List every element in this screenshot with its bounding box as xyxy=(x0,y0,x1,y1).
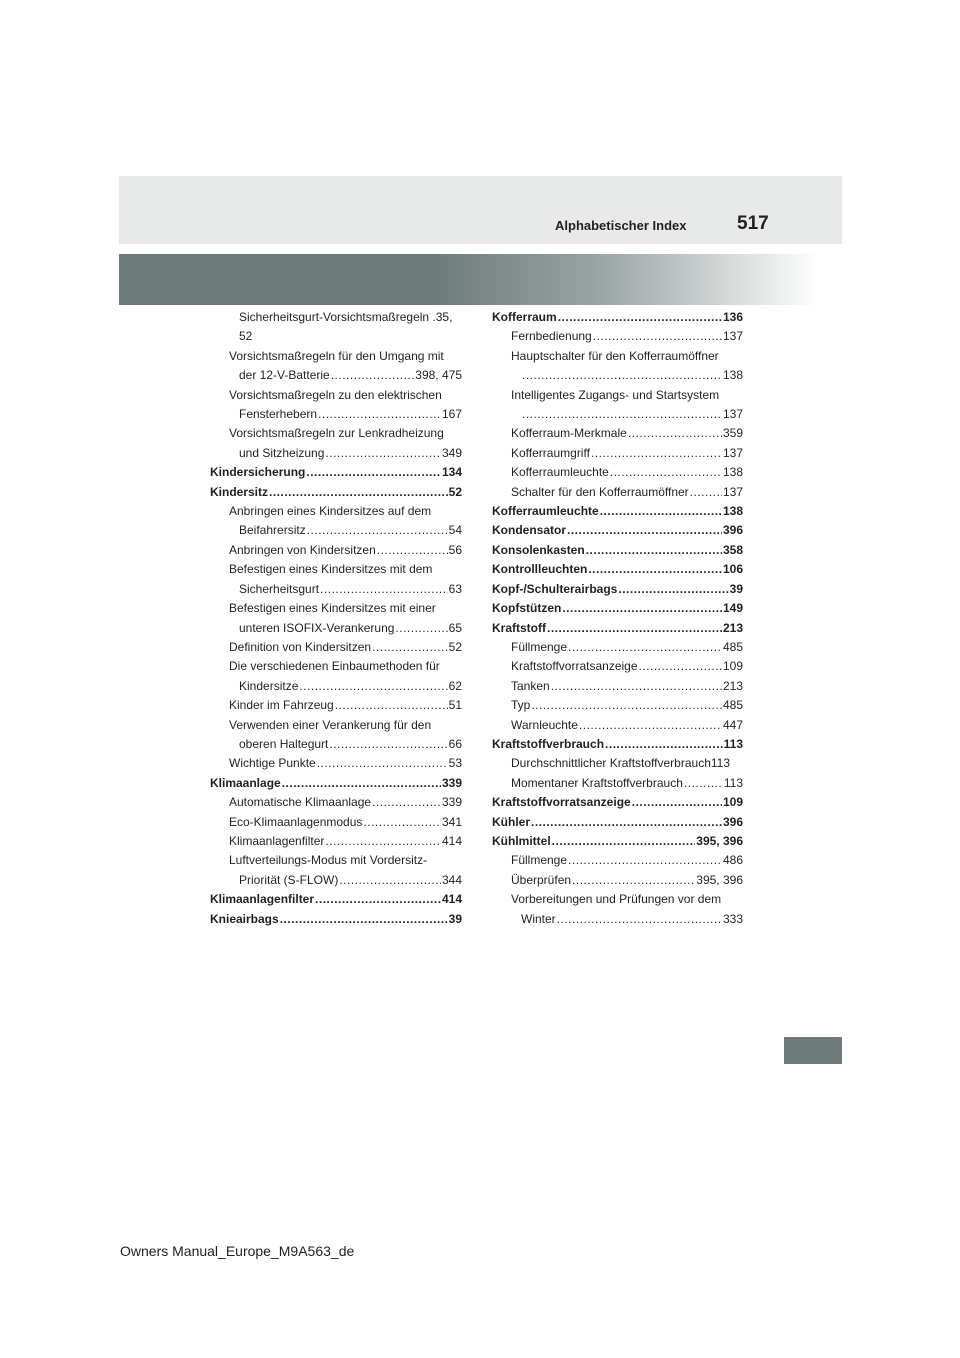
dot-leader xyxy=(315,890,441,909)
index-entry-page: 395, 396 xyxy=(696,833,743,848)
index-entry xyxy=(492,890,743,909)
dot-leader xyxy=(600,502,722,521)
index-entry-page: 39 xyxy=(729,581,743,596)
index-entry-text: Vorsichtsmaßregeln für den Umgang mit xyxy=(229,348,444,363)
index-column-left xyxy=(210,308,462,929)
index-entry xyxy=(492,386,743,405)
index-entry-text: Konsolenkasten xyxy=(492,542,585,557)
index-entry-text: Knieairbags xyxy=(210,911,279,926)
index-entry-text: Kindersitz xyxy=(210,484,269,499)
index-entry xyxy=(210,483,462,502)
index-entry-page: 138 xyxy=(722,465,743,480)
index-entry-page: 358 xyxy=(722,542,743,557)
index-entry-page: 137 xyxy=(722,329,743,344)
footer-document-id: Owners Manual_Europe_M9A563_de xyxy=(120,1243,355,1259)
dot-leader xyxy=(372,638,448,657)
dot-leader xyxy=(593,327,722,346)
index-entry xyxy=(210,774,462,793)
index-entry-text: Warnleuchte xyxy=(511,717,578,732)
index-entry-page: 109 xyxy=(722,659,743,674)
index-entry-text: Kopf-/Schulterairbags xyxy=(492,581,618,596)
index-entry-text: Kühler xyxy=(492,814,531,829)
index-entry xyxy=(492,502,743,521)
dot-leader xyxy=(568,851,722,870)
index-entry-page: 65 xyxy=(448,620,462,635)
dot-leader xyxy=(282,774,441,793)
index-entry xyxy=(492,366,743,385)
dot-leader xyxy=(363,813,441,832)
dot-leader xyxy=(317,754,448,773)
dot-leader xyxy=(306,463,441,482)
dot-leader xyxy=(586,541,722,560)
index-entry xyxy=(492,832,743,851)
index-entry xyxy=(210,638,462,657)
index-entry-page: 149 xyxy=(722,601,743,616)
index-entry-page: 138 xyxy=(722,368,743,383)
index-entry-text: Klimaanlagenfilter xyxy=(229,833,325,848)
index-entry xyxy=(210,832,462,851)
index-entry xyxy=(492,405,743,424)
dot-leader xyxy=(377,541,448,560)
dot-leader xyxy=(531,696,722,715)
index-entry-page: 52 xyxy=(448,484,462,499)
index-entry-text: Vorsichtsmaßregeln zu den elektrischen xyxy=(229,387,442,402)
dot-leader xyxy=(552,832,696,851)
index-entry xyxy=(210,851,462,870)
index-entry-page: 51 xyxy=(448,698,462,713)
index-entry xyxy=(210,871,462,890)
dot-leader xyxy=(639,657,722,676)
index-column-right xyxy=(492,308,743,929)
index-entry-page: 106 xyxy=(722,562,743,577)
index-entry-text: Kraftstoffvorratsanzeige xyxy=(492,795,631,810)
chapter-tab-marker xyxy=(784,1037,842,1064)
dot-leader xyxy=(307,521,448,540)
dot-leader xyxy=(339,871,441,890)
index-entry-text: Kindersicherung xyxy=(210,465,306,480)
dot-leader xyxy=(610,463,722,482)
index-entry-page: 54 xyxy=(448,523,462,538)
index-entry xyxy=(492,793,743,812)
dot-leader xyxy=(558,308,722,327)
index-entry-text: unteren ISOFIX-Verankerung xyxy=(239,620,395,635)
index-entry xyxy=(210,386,462,405)
index-entry-page: 56 xyxy=(448,542,462,557)
dot-leader xyxy=(690,483,722,502)
index-entry xyxy=(210,793,462,812)
index-entry xyxy=(210,599,462,618)
index-entry-text: Füllmenge xyxy=(511,853,568,868)
index-entry xyxy=(210,560,462,579)
index-entry-text: Klimaanlagenfilter xyxy=(210,892,315,907)
index-entry-page: 62 xyxy=(448,678,462,693)
index-entry-page: 341 xyxy=(441,814,462,829)
index-entry-text: Kofferraum-Merkmale xyxy=(511,426,627,441)
index-entry xyxy=(210,502,462,521)
index-entry-text: Kinder im Fahrzeug xyxy=(229,698,334,713)
index-entry-text: Automatische Klimaanlage xyxy=(229,795,372,810)
index-entry-text: Sicherheitsgurt xyxy=(239,581,320,596)
index-entry xyxy=(210,813,462,832)
dot-leader xyxy=(618,580,728,599)
index-entry-text: Kraftstoffverbrauch xyxy=(492,736,605,751)
index-entry-text: Fernbedienung xyxy=(511,329,592,344)
index-entry-page: 137 xyxy=(722,407,743,422)
index-entry xyxy=(492,716,743,735)
dot-leader xyxy=(320,580,448,599)
dot-leader xyxy=(331,366,415,385)
index-entry-text: Sicherheitsgurt-Vorsichtsmaßregeln .35, xyxy=(239,310,453,324)
index-entry-page: 113 xyxy=(710,756,731,771)
dot-leader xyxy=(372,793,441,812)
index-entry xyxy=(492,463,743,482)
index-entry-text: Verwenden einer Verankerung für den xyxy=(229,717,432,732)
index-entry-page: 52 xyxy=(448,639,462,654)
index-entry-page: 137 xyxy=(722,484,743,499)
dot-leader xyxy=(547,619,722,638)
dot-leader xyxy=(318,405,441,424)
index-entry-page: 213 xyxy=(722,678,743,693)
index-entry xyxy=(210,890,462,909)
index-entry-text: Luftverteilungs-Modus mit Vordersitz- xyxy=(229,853,428,868)
index-entry-page: 66 xyxy=(448,736,462,751)
index-entry-text: Tanken xyxy=(511,678,550,693)
index-entry-page: 333 xyxy=(722,911,743,926)
index-entry xyxy=(210,347,462,366)
index-entry-text: Befestigen eines Kindersitzes mit dem xyxy=(229,562,433,577)
index-entry-text: Kindersitze xyxy=(239,678,299,693)
index-entry xyxy=(210,677,462,696)
index-entry-text: Kraftstoffvorratsanzeige xyxy=(511,659,638,674)
dot-leader xyxy=(572,871,695,890)
index-entry-text: Typ xyxy=(511,698,531,713)
index-entry-page: 414 xyxy=(441,833,462,848)
page-number: 517 xyxy=(737,213,769,234)
dot-leader xyxy=(588,560,722,579)
index-entry-text: Überprüfen xyxy=(511,872,572,887)
index-entry xyxy=(492,483,743,502)
index-entry-page: 344 xyxy=(441,872,462,887)
index-entry-text: Priorität (S-FLOW) xyxy=(239,872,339,887)
index-entry xyxy=(210,424,462,443)
index-entry-page: 395, 396 xyxy=(696,872,743,887)
index-entry-text: Klimaanlage xyxy=(210,775,281,790)
dot-leader xyxy=(269,483,448,502)
index-entry-text: Vorbereitungen und Prüfungen vor dem xyxy=(511,892,722,907)
index-entry-text: Vorsichtsmaßregeln zur Lenkradheizung xyxy=(229,426,444,441)
index-entry-text: Winter xyxy=(521,911,556,926)
index-entry xyxy=(210,327,462,346)
index-entry-text: und Sitzheizung xyxy=(239,445,325,460)
index-entry xyxy=(210,521,462,540)
index-entry-text: Hauptschalter für den Kofferraumöffner xyxy=(511,348,719,363)
index-entry xyxy=(492,638,743,657)
index-entry-text: Wichtige Punkte xyxy=(229,756,316,771)
index-entry-text: Befestigen eines Kindersitzes mit einer xyxy=(229,601,436,616)
index-entry-page: 396 xyxy=(722,523,743,538)
index-entry-page: 349 xyxy=(441,445,462,460)
index-entry-page: 113 xyxy=(723,736,743,751)
index-entry-text: Kofferraumgriff xyxy=(511,445,590,460)
dot-leader xyxy=(335,696,448,715)
index-entry-page: 113 xyxy=(723,775,743,790)
index-entry-text: Beifahrersitz xyxy=(239,523,306,538)
index-entry xyxy=(492,813,743,832)
index-entry xyxy=(210,910,462,929)
dot-leader xyxy=(522,405,722,424)
dot-leader xyxy=(325,832,441,851)
index-entry xyxy=(210,444,462,463)
index-entry-page: 63 xyxy=(448,581,462,596)
index-entry-text: Fensterhebern xyxy=(239,407,318,422)
index-entry xyxy=(492,308,743,327)
dot-leader xyxy=(605,735,723,754)
dot-leader xyxy=(531,813,722,832)
index-entry-text: Die verschiedenen Einbaumethoden für xyxy=(229,659,440,674)
index-entry xyxy=(210,541,462,560)
index-entry-page: 398, 475 xyxy=(415,368,462,383)
index-entry xyxy=(492,871,743,890)
index-entry-text: Schalter für den Kofferraumöffner xyxy=(511,484,689,499)
dot-leader xyxy=(522,366,722,385)
index-entry-page: 339 xyxy=(441,775,462,790)
index-entry-page: 134 xyxy=(441,465,462,480)
index-entry xyxy=(210,716,462,735)
index-entry xyxy=(492,910,743,929)
index-entry-text: Kopfstützen xyxy=(492,601,562,616)
index-entry xyxy=(492,521,743,540)
index-entry xyxy=(492,657,743,676)
index-entry-page: 138 xyxy=(722,504,743,519)
index-entry-page: 485 xyxy=(722,698,743,713)
index-entry xyxy=(492,424,743,443)
dot-leader xyxy=(567,521,722,540)
dot-leader xyxy=(280,910,448,929)
dot-leader xyxy=(568,638,722,657)
index-entry xyxy=(492,347,743,366)
dot-leader xyxy=(395,619,447,638)
index-entry-text: Kontrollleuchten xyxy=(492,562,588,577)
index-entry-page: 447 xyxy=(722,717,743,732)
index-entry xyxy=(210,308,462,327)
index-entry-text: Definition von Kindersitzen xyxy=(229,639,372,654)
dot-leader xyxy=(562,599,722,618)
index-entry-text: Kühlmittel xyxy=(492,833,551,848)
dot-leader xyxy=(557,910,722,929)
index-entry-text: Kraftstoff xyxy=(492,620,546,635)
dot-leader xyxy=(551,677,722,696)
index-entry-text: der 12-V-Batterie xyxy=(239,368,330,383)
index-entry xyxy=(492,677,743,696)
index-entry-text: Füllmenge xyxy=(511,639,568,654)
index-entry-page: 359 xyxy=(722,426,743,441)
index-entry xyxy=(210,463,462,482)
index-entry-text: 52 xyxy=(239,329,253,344)
index-entry-page: 53 xyxy=(448,756,462,771)
index-entry-page: 39 xyxy=(448,911,462,926)
index-entry-text: Anbringen von Kindersitzen xyxy=(229,542,376,557)
dot-leader xyxy=(329,735,447,754)
index-entry xyxy=(210,580,462,599)
dot-leader xyxy=(299,677,447,696)
index-entry xyxy=(492,541,743,560)
dot-leader xyxy=(579,716,722,735)
title-bar xyxy=(119,254,819,305)
index-entry-page: 396 xyxy=(722,814,743,829)
index-entry xyxy=(210,754,462,773)
index-entry xyxy=(492,735,743,754)
index-entry-page: 213 xyxy=(722,620,743,635)
index-entry-text: Kofferraumleuchte xyxy=(511,465,609,480)
index-entry xyxy=(492,599,743,618)
index-entry xyxy=(492,327,743,346)
index-entry-page: 486 xyxy=(722,853,743,868)
index-entry-text: Intelligentes Zugangs- und Startsystem xyxy=(511,387,720,402)
index-entry-text: Eco-Klimaanlagenmodus xyxy=(229,814,363,829)
index-entry-text: Kofferraumleuchte xyxy=(492,504,599,519)
index-entry-page: 414 xyxy=(441,892,462,907)
index-entry xyxy=(492,754,743,773)
index-entry xyxy=(492,444,743,463)
index-entry xyxy=(210,619,462,638)
index-entry-text: Kofferraum xyxy=(492,310,557,324)
dot-leader xyxy=(632,793,722,812)
index-entry xyxy=(210,405,462,424)
section-title: Alphabetischer Index xyxy=(555,218,687,233)
index-entry-text: Anbringen eines Kindersitzes auf dem xyxy=(229,504,432,519)
index-entry-page: 339 xyxy=(441,795,462,810)
index-entry-text: oberen Haltegurt xyxy=(239,736,329,751)
index-entry xyxy=(492,619,743,638)
header-band xyxy=(119,176,842,244)
index-entry-page: 167 xyxy=(441,407,462,422)
index-entry xyxy=(210,735,462,754)
index-entry-text: Momentaner Kraftstoffverbrauch xyxy=(511,775,683,790)
index-entry-text: Kondensator xyxy=(492,523,567,538)
index-entry xyxy=(492,696,743,715)
index-entry xyxy=(492,851,743,870)
index-entry xyxy=(492,560,743,579)
dot-leader xyxy=(591,444,722,463)
index-entry-page: 485 xyxy=(722,639,743,654)
index-entry xyxy=(492,580,743,599)
index-entry xyxy=(210,696,462,715)
index-entry-page: 109 xyxy=(722,795,743,810)
index-entry-page: 137 xyxy=(722,445,743,460)
index-entry xyxy=(210,657,462,676)
index-entry-page: 136 xyxy=(722,310,743,324)
dot-leader xyxy=(325,444,441,463)
index-entry xyxy=(210,366,462,385)
index-entry xyxy=(492,774,743,793)
dot-leader xyxy=(684,774,723,793)
index-entry-text: Durchschnittlicher Kraftstoffverbrauch xyxy=(511,756,711,771)
dot-leader xyxy=(628,424,722,443)
